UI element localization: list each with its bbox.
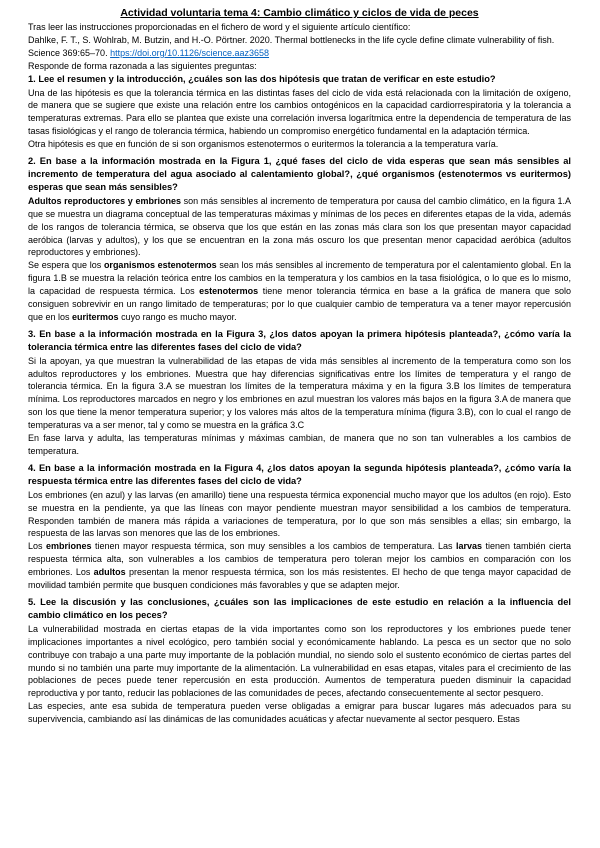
answer-2-text-2d: cuyo rango es mucho mayor. bbox=[118, 311, 237, 322]
citation-text: Dahlke, F. T., S. Wohlrab, M. Butzin, and H.-O. Pörtner. 2020. Thermal bottlenecks in the life cycle define climate vulnerability of fish. Science 369:65–70. bbox=[28, 34, 555, 58]
answer-5-paragraph-2: Las especies, ante esa subida de temperatura pueden verse obligadas a emigrar para buscar lugares más adecuados para su supervivencia, cambiando así las dinámicas de las comunidades acuáticas y afectar nuevamente al sector pesquero. Estas bbox=[28, 701, 571, 725]
answer-4-paragraph-2 bbox=[28, 540, 571, 592]
answer-1-paragraph-1: Una de las hipótesis es que la tolerancia térmica en las distintas fases del ciclo de vida está relacionada con la limitación de oxígeno, de manera que se sugiere que existe una relación entre los cambios ontogénicos en la capacidad cardiorrespiratoria y la tolerancia a temperaturas extremas. Para ello se plantea que existe una correlación inversa logarítmica entre la dependencia de temperatura de las tasas fisiológicas y el rango de tolerancia térmica, habiendo un compromiso energético fundamental en la adaptación térmica. bbox=[28, 87, 571, 137]
answer-4-bold-3: adultos bbox=[93, 567, 126, 578]
question-3: 3. En base a la información mostrada en la Figura 3, ¿los datos apoyan la primera hipótesis planteada?, ¿cómo varía la tolerancia térmica entre las diferentes fases del ciclo de vida? bbox=[28, 328, 571, 352]
question-1: 1. Lee el resumen y la introducción, ¿cuáles son las dos hipótesis que tratan de verificar en este estudio? bbox=[28, 73, 496, 84]
citation bbox=[28, 34, 571, 60]
answer-2-bold-3: estenotermos bbox=[199, 286, 259, 297]
answer-2-paragraph-1 bbox=[28, 195, 571, 260]
answer-4-text-2b: tienen mayor respuesta térmica, son muy sensibles a los cambios de temperatura. Las bbox=[91, 541, 456, 552]
answer-4-paragraph-1: Los embriones (en azul) y las larvas (en amarillo) tiene una respuesta térmica exponencial mucho mayor que los adultos (en rojo). Esto se muestra en la pendiente, ya que las líneas con mayor pendiente muestran mayor sensibilidad a los cambios de temperatura. Responden también de manera más rápida a variaciones de temperatura, por lo que son más sensibles a ellas; sin embargo, la respuesta de las larvas son menores que las de los embriones. bbox=[28, 489, 571, 539]
answer-3-paragraph-1: Si la apoyan, ya que muestran la vulnerabilidad de las etapas de vida más sensibles al incremento de la temperatura como son los adultos reproductores y los embriones. Muestra que hay diferencias significativas entre los límites de temperatura y el rango de tolerancia térmica. En la figura 3.A se muestran los límites de la temperatura máxima y en la figura 3.B los límites de temperatura mínima. Los reproductores marcados en negro y los embriones en azul muestran los valores más bajos en la figura 3.A de manera que son los que tiene la menor temperatura superior; y los valores más altos de la temperatura mínima (figura 3.B), con lo cual el rango de temperaturas va a ser menor, tal y como se muestra en la gráfica 3.C bbox=[28, 355, 571, 431]
answer-2-text-2c: tiene menor tolerancia térmica en base a la gráfica de manera que solo consiguen sobrevivir en un rango limitado de temperaturas; por lo que cualquier cambio de temperatura va a tener mayor repercusión que en los bbox=[28, 286, 571, 322]
doi-link[interactable]: https://doi.org/10.1126/science.aaz3658 bbox=[110, 47, 270, 58]
answer-2-text-2a: Se espera que los bbox=[28, 260, 104, 271]
answer-2-paragraph-2 bbox=[28, 259, 571, 324]
answer-2-text-1: son más sensibles al incremento de temperatura por causa del cambio climático, en la figura 1.A que se muestra un diagrama conceptual de las temperaturas máximas y mínimas de los peces en diferentes etapas de la vida, además de los rangos de tolerancia térmica, se observa que los que están en las zonas más clara son los que presentan mayor capacidad aeróbica (larvas y adultos), y los que se encuentran en la zona más oscuro los que presentan menor capacidad aeróbica (adultos reproductores y embriones). bbox=[28, 195, 571, 258]
question-4: 4. En base a la información mostrada en la Figura 4, ¿los datos apoyan la segunda hipótesis planteada?, ¿cómo varía la respuesta térmica entre las diferentes fases del ciclo de vida? bbox=[28, 462, 571, 486]
answer-4-text-2c: tienen también cierta respuesta térmica alta, son vulnerables a los cambios de temperatura pero toleran mejor los cambios en comparación con los embriones. Los bbox=[28, 541, 571, 578]
answer-4-text-2d: presentan la menor respuesta térmica, son los más resistentes. El hecho de que tenga mayor capacidad de movilidad también permite que busquen condiciones más favorables y que se adapten mejor. bbox=[28, 567, 571, 591]
answer-2-bold-2: organismos estenotermos bbox=[103, 260, 217, 271]
answer-2-bold-4: euritermos bbox=[72, 311, 119, 322]
question-2: 2. En base a la información mostrada en la Figura 1, ¿qué fases del ciclo de vida esperas que sean más sensibles al incremento de temperatura del agua asociado al calentamiento global?, ¿qué organismos (estenotermos vs euritermos) esperas que sean más sensibles? bbox=[28, 156, 571, 192]
answer-5-paragraph-1: La vulnerabilidad mostrada en ciertas etapas de la vida importantes como son los reproductores y los embriones puede tener implicaciones importantes a nivel ecológico, pero también social y económicamente hablando. La pesca es un sector que no solo contribuye con trabajo a una parte muy importante de la población mundial, no siendo solo el sustento económico de ciertas partes del mundo si no también una parte muy importante de la alimentación. La vulnerabilidad en esas etapas, vitales para el crecimiento de las poblaciones de peces puede tener repercusión en esta producción. Aumentos de temperatura pueden disminuir la capacidad reproductiva y por tanto, reducir las poblaciones de las comunidades de peces, afectando consecuentemente al sector pesquero. bbox=[28, 623, 571, 699]
answer-3-paragraph-2: En fase larva y adulta, las temperaturas mínimas y máximas cambian, de manera que no son tan vulnerables a los cambios de temperatura. bbox=[28, 433, 571, 456]
answer-4-text-2a: Los bbox=[28, 541, 46, 552]
question-5: 5. Lee la discusión y las conclusiones, ¿cuáles son las implicaciones de este estudio en relación a la influencia del cambio climático en los peces? bbox=[28, 596, 571, 620]
intro-text: Tras leer las instrucciones proporcionadas en el fichero de word y el siguiente artículo científico: bbox=[28, 22, 411, 32]
document-title: Actividad voluntaria tema 4: Cambio climático y ciclos de vida de peces bbox=[120, 7, 479, 19]
answer-2-text-2b: sean los más sensibles al incremento de temperatura por el calentamiento global. En la figura 1.B se muestra la relación teórica entre los cambios en la temperatura y los cambios en la tasa fisiológica, o lo que es lo mismo, la capacidad de respuesta térmica. Los bbox=[28, 260, 571, 297]
instructions-text: Responde de forma razonada a las siguientes preguntas: bbox=[28, 60, 257, 71]
answer-4-bold-2: larvas bbox=[455, 541, 482, 552]
answer-4-bold-1: embriones bbox=[46, 541, 92, 552]
answer-2-bold-1: Adultos reproductores y embriones bbox=[28, 195, 181, 206]
answer-1-paragraph-2: Otra hipótesis es que en función de si son organismos estenotermos o euritermos la tolerancia a la temperatura varía. bbox=[28, 139, 499, 150]
